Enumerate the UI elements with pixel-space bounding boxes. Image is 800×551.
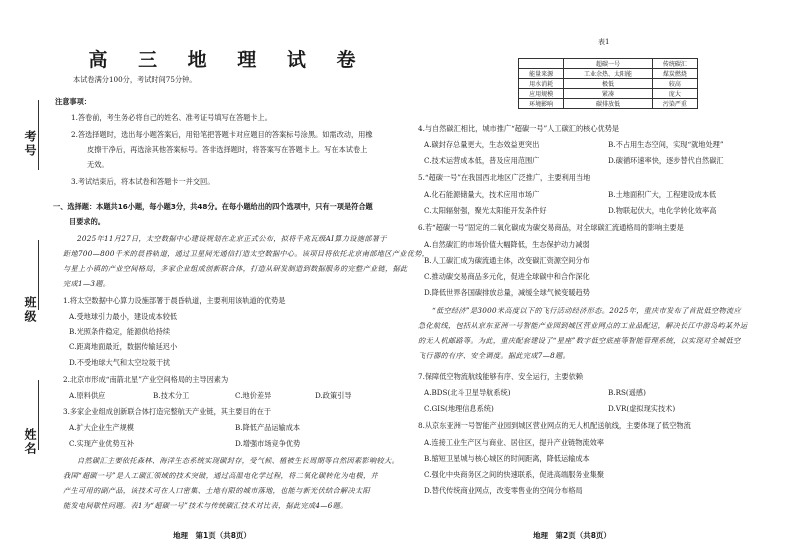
table-row: [519, 69, 698, 79]
note-line: 3.考试结束后，将本试卷和答题卡一并交回。: [71, 177, 215, 186]
table-cell: 较高: [652, 79, 697, 89]
question-option: C.强化中央商务区之间的快速联系，促进高端服务业集聚: [424, 470, 605, 479]
question-stem: 7.保障低空物流航线能够有序、安全运行，主要依赖: [418, 372, 583, 381]
passage-line: 与星上小镇的产业空间格局，多家企业组成创新联合体，打造从研发制造到数据服务的完整产业链，据此: [63, 264, 408, 273]
notes-title: 注意事项：: [55, 97, 91, 106]
question-option: B.光照条件稳定，能源供给持续: [69, 327, 171, 336]
question-stem: 8.从京东亚洲一号智能产业园到城区营业网点的无人机配送航线，主要体现了低空物流: [418, 421, 691, 430]
table-row: [519, 99, 698, 109]
table-cell: [519, 59, 564, 69]
table-row: [519, 79, 698, 89]
passage-line: 飞行器的有序、安全调度。据此完成7—8题。: [418, 351, 571, 360]
question-option: C.距离地面最近，数据传输延迟小: [69, 342, 178, 351]
question-stem: 1.将太空数据中心算力设施部署于晨昏轨道，主要利用该轨道的优势是: [63, 296, 286, 305]
section-heading: 目要求的。: [69, 217, 105, 226]
passage-line: 能发电间歇性问题。表1为“超碳一号”技术与传统碳汇技术对比表，据此完成4—6题。: [63, 501, 348, 510]
table-cell: 超碳一号: [564, 59, 653, 69]
question-option: B.技术分工: [153, 391, 190, 400]
question-option: B.降低产品运输成本: [235, 423, 301, 432]
table-cell: 紧凑: [564, 89, 653, 99]
kaohao-label: 考号: [23, 130, 37, 158]
table-cell: 工业余热、太阳能: [564, 69, 653, 79]
question-option: C.实现产业优势互补: [69, 439, 135, 448]
passage-line: 产生可用的副产品，该技术可在人口密集、土地有限的城市落地，也能与新光伏结合解决太阳: [63, 486, 370, 495]
question-option: A.BDS(北斗卫星导航系统): [424, 388, 511, 397]
question-stem: 3.多家企业组成创新联合体打造完整航天产业链，其主要目的在于: [63, 407, 272, 416]
passage-line: “低空经济”是3000米高度以下的飞行活动经济形态。2025年，重庆市发布了首批低空物流应: [432, 306, 741, 315]
table-row: [519, 89, 698, 99]
question-option: B.人工碳汇成为碳流通主体，改变碳汇资源空间分布: [424, 256, 590, 265]
passage-line: 我国“超碳一号”是人工碳汇领域的技术突破，通过高温电化学过程，将二氧化碳转化为电极，并: [63, 471, 378, 480]
question-option: A.原料供应: [69, 391, 106, 400]
table-cell: 能量来源: [519, 69, 564, 79]
question-option: D.VR(虚拟现实技术): [608, 404, 676, 413]
table-header-row: [519, 59, 698, 69]
note-line: 皮擦干净后，再选涂其他答案标号。答非选择题时，将答案写在答题卡上。写在本试卷上: [87, 145, 368, 154]
question-option: C.GIS(地理信息系统): [424, 404, 494, 413]
table-cell: 煤炭燃烧: [652, 69, 697, 79]
table-cell: 环境影响: [519, 99, 564, 109]
passage-line: 距地700—800千米的晨昏轨道，通过卫星间光通信打造太空数据中心。该项目将依托北京南部地区产业优势，: [63, 249, 430, 258]
table-cell: 传统碳汇: [652, 59, 697, 69]
table-cell: 庞大: [652, 89, 697, 99]
page-footer: 地理 第1页（共8页）: [173, 531, 251, 540]
question-option: B.RS(遥感): [608, 388, 646, 397]
exam-title: 高 三 地 理 试 卷: [88, 49, 368, 71]
table-cell: 用水消耗: [519, 79, 564, 89]
table-cell: 极低: [564, 79, 653, 89]
question-option: D.不受地球大气和太空垃圾干扰: [69, 358, 171, 367]
right-page: [400, 0, 800, 551]
table-cell: 污染严重: [652, 99, 697, 109]
passage-line: 急化航线，包括从京东亚洲一号智能产业园到城区营业网点的工业品配送，解决长江中游岛屿某外运: [418, 321, 748, 330]
passage-line: 的无人机邮路等。为此，重庆配套建设了“星座”数字低空底座等智能管理系统，以实现对全城低空: [418, 336, 741, 345]
question-option: C.技术运营成本低，普及应用范围广: [424, 156, 540, 165]
question-option: A.碳封存总量更大，生态效益更突出: [424, 140, 540, 149]
table-cell: 应用规模: [519, 89, 564, 99]
page-footer: 地理 第2页（共8页）: [533, 531, 611, 540]
question-option: D.增强市场竞争优势: [235, 439, 301, 448]
question-option: D.物联起伏大，电化学转化效率高: [608, 206, 717, 215]
section-heading: 一、选择题：本题共16小题，每小题3分，共48分。在每小题给出的四个选项中，只有一项是符合题: [53, 202, 373, 211]
question-option: D.政策引导: [315, 391, 352, 400]
question-option: B.不占用生态空间，实现“就地处理”: [608, 140, 724, 149]
passage-line: 自然碳汇主要依托森林、海洋生态系统实现碳封存，受气候、植被生长周期等自然因素影响较大。: [77, 456, 399, 465]
xingming-label: 姓名: [23, 428, 37, 456]
table-caption: 表1: [598, 38, 610, 46]
passage-line: 2025年11月27日，太空数据中心建设规划在北京正式公布，拟将千兆瓦级AI算力设施部署于: [77, 234, 387, 243]
question-option: C.推动碳交易商品多元化，促进全球碳中和合作深化: [424, 272, 590, 281]
question-option: A.扩大企业生产规模: [69, 423, 134, 432]
passage-line: 完成1—3题。: [63, 279, 111, 288]
table-cell: 碳排放低: [564, 99, 653, 109]
question-option: B.缩短卫星城与核心城区的时间距离，降低运输成本: [424, 454, 590, 463]
question-stem: 2.北京市形成“南箭北星”产业空间格局的主导因素为: [63, 375, 229, 384]
question-stem: 4.与自然碳汇相比，城市推广“超碳一号”人工碳汇的核心优势是: [418, 124, 620, 133]
intro: 本试卷满分100分，考试时间75分钟。: [73, 75, 197, 84]
question-option: D.降低世界各国碳排放总量，减缓全球气候变暖趋势: [424, 288, 590, 297]
question-option: D.碳循环速率快，逐步替代自然碳汇: [608, 156, 724, 165]
question-stem: 6.若“超碳一号”固定的二氧化碳成为碳交易商品，对全球碳汇流通格局的影响主要是: [418, 223, 684, 232]
question-option: C.太阳辐射强，聚光太阳能开发条件好: [424, 206, 547, 215]
question-option: A.化石能源储量大，技术应用市场广: [424, 190, 540, 199]
question-stem: 5.“超碳一号”在我国西北地区广泛推广，主要利用当地: [418, 173, 591, 182]
comparison-table: [518, 58, 698, 109]
question-option: C.地价差异: [235, 391, 272, 400]
question-option: D.替代传统商业网点，改变零售业的空间分布格局: [424, 486, 583, 495]
note-line: 无效。: [87, 160, 109, 169]
banji-label: 班级: [23, 296, 37, 324]
question-option: A.自然碳汇的市场价值大幅降低，生态保护动力减弱: [424, 240, 590, 249]
question-option: A.连接工业生产区与商业、居住区，提升产业链物流效率: [424, 438, 604, 447]
question-option: B.土地面积广大，工程建设成本低: [608, 190, 717, 199]
question-option: A.受地球引力最小，建设成本较低: [69, 312, 178, 321]
binding-strip: [0, 0, 58, 551]
note-line: 2.答选择题时，选出每小题答案后，用铅笔把答题卡对应题目的答案标号涂黑。如需改动，用橡: [71, 130, 373, 139]
note-line: 1.答卷前，考生务必将自己的姓名、准考证号填写在答题卡上。: [71, 113, 272, 122]
